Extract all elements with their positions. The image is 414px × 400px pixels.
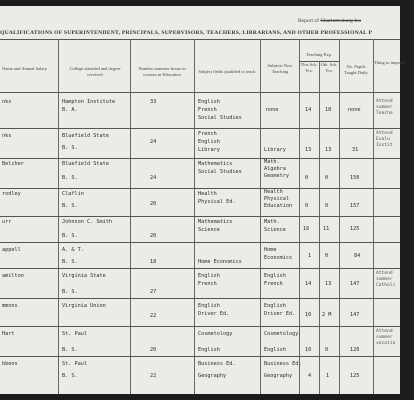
fields-cell (198, 190, 236, 205)
other-school-years: 11 (323, 226, 330, 232)
degree: B. A. (62, 107, 78, 113)
now-teaching-cell (264, 330, 299, 353)
now-teaching-cell (264, 218, 286, 233)
pupils-daily: 147 (350, 281, 360, 287)
now-teaching-1: Math. (264, 219, 280, 225)
degree: B. S. (62, 289, 78, 295)
this-school-years: 1 (308, 253, 312, 259)
other-school-years: 18 (325, 107, 332, 113)
now-teaching-2: Driver Ed. (264, 311, 296, 317)
now-teaching-1: English (264, 303, 286, 309)
pupils-daily: 125 (350, 226, 360, 232)
degree: B. S. (62, 347, 78, 353)
field-1: Health (198, 191, 217, 197)
college-cell (62, 272, 106, 295)
now-teaching-cell (264, 272, 286, 287)
improve-2: summer (376, 335, 393, 340)
now-teaching-cell (264, 188, 293, 209)
other-school-years: 13 (325, 147, 332, 153)
now-teaching-1: Home (264, 247, 277, 253)
title-rule (0, 39, 400, 40)
now-teaching-2: Library (264, 147, 286, 153)
improve-cell (376, 130, 393, 148)
exp-rule (299, 61, 339, 62)
field-2: Driver Ed. (198, 311, 230, 317)
col-header-hours: Number semester hours in courses in Education (138, 66, 186, 77)
other-school-years: 0 (325, 253, 329, 259)
col-header-pupils: No. Pupils Taught Daily (344, 64, 368, 75)
degree: B. S. (62, 175, 78, 181)
now-teaching-1: Business Ed. (264, 361, 302, 367)
fields-cell (198, 330, 233, 353)
staff-name: nks (2, 133, 12, 139)
fields-cell (198, 218, 233, 233)
staff-name: Hart (2, 331, 15, 337)
page-title: QUALIFICATIONS OF SUPERINTENDENT, PRINCIPALS, SUPERVISORS, TEACHERS, LIBRARIANS, AND OTHER PROFESSIONAL P (0, 30, 373, 36)
improve-3: Teache (376, 111, 393, 116)
field-1: French (198, 131, 217, 137)
field-2: English (198, 347, 220, 353)
header-rule (0, 92, 400, 93)
report-name: Charlottesburg Ins (320, 18, 361, 24)
pupils-daily: 125 (350, 373, 360, 379)
improve-2: Evalu (376, 137, 390, 142)
now-teaching-3: Education (264, 203, 293, 209)
now-teaching-3: Geometry (264, 173, 289, 179)
college-name: Virginia State (62, 273, 106, 279)
improve-cell (376, 328, 396, 346)
field-2: Geography (198, 373, 227, 379)
improve-2: summer (376, 277, 393, 282)
fields-cell (198, 302, 230, 317)
field-1: Mathematics (198, 161, 233, 167)
field-1: Business Ed. (198, 361, 236, 367)
college-cell (62, 302, 106, 310)
col-header-now-teaching: Subjects Now Teaching (267, 63, 293, 74)
college-name: Hampton Institute (62, 99, 116, 105)
document-sheet (0, 6, 406, 394)
table-row (0, 356, 400, 388)
this-school-years: 16 (303, 226, 310, 232)
pupils-daily: 150 (350, 175, 360, 181)
other-school-years: 0 (325, 175, 329, 181)
improve-cell (376, 98, 393, 116)
education-hours: 22 (150, 313, 157, 319)
pupils-daily: none (348, 107, 361, 113)
now-teaching-2: Physical (264, 196, 289, 202)
college-cell (62, 330, 87, 353)
fields-cell (198, 160, 242, 175)
this-school-years: 0 (305, 203, 309, 209)
degree: B. S. (62, 203, 78, 209)
col-header-oth-sch: Oth. Sch. Yrs. (320, 62, 338, 73)
now-teaching-1: Health (264, 189, 283, 195)
col-header-improve: Thing to improve (374, 60, 406, 65)
now-teaching-1: English (264, 273, 286, 279)
college-name: St. Paul (62, 331, 87, 337)
improve-cell (376, 270, 396, 288)
college-name: Virginia Union (62, 303, 106, 309)
field-2: French (198, 107, 217, 113)
college-name: Claflin (62, 191, 84, 197)
report-header (298, 18, 361, 24)
col-header-name: Name and Annual Salary (2, 66, 48, 71)
pupils-daily: 147 (350, 312, 360, 318)
college-cell (62, 132, 109, 151)
staff-name: appell (2, 247, 21, 253)
college-cell (62, 360, 87, 379)
field-1: English (198, 99, 220, 105)
field-2: Home Economics (198, 259, 242, 265)
now-teaching-1: none (266, 107, 279, 113)
staff-name: mmons (2, 303, 18, 309)
now-teaching-cell (264, 360, 302, 379)
improve-2: summer (376, 105, 393, 110)
field-1: English (198, 273, 220, 279)
education-hours: 20 (150, 233, 157, 239)
report-label: Report of (298, 18, 319, 24)
now-teaching-2: Science (264, 227, 286, 233)
now-teaching-2: Economics (264, 255, 293, 261)
improve-1: Attend (376, 329, 393, 334)
staff-name: rodley (2, 191, 21, 197)
education-hours: 24 (150, 175, 157, 181)
now-teaching-cell (264, 246, 293, 261)
degree: B. S. (62, 233, 78, 239)
pupils-daily: 157 (350, 203, 360, 209)
education-hours: 22 (150, 373, 157, 379)
degree: B. S. (62, 373, 78, 379)
col-header-exp: Teaching Exp. (306, 52, 332, 57)
college-cell (62, 160, 109, 181)
now-teaching-1: Math. (264, 159, 280, 165)
table-row (0, 268, 400, 300)
this-school-years: 4 (308, 373, 312, 379)
now-teaching-2: French (264, 281, 283, 287)
other-school-years: 0 (325, 347, 329, 353)
college-cell (62, 246, 84, 265)
col-header-college: College attended and degree received (69, 66, 121, 77)
field-3: Social Studies (198, 115, 242, 121)
this-school-years: 10 (305, 347, 312, 353)
fields-cell (198, 258, 242, 266)
other-school-years: 2 M (322, 312, 332, 318)
college-name: Bluefield State (62, 133, 109, 139)
this-school-years: 10 (305, 312, 312, 318)
other-school-years: 1 (326, 373, 330, 379)
other-school-years: 0 (325, 203, 329, 209)
improve-1: Attend (376, 271, 393, 276)
this-school-years: 13 (305, 147, 312, 153)
now-teaching-cell (264, 146, 286, 154)
college-cell (62, 218, 112, 239)
improve-3: Instit (376, 143, 393, 148)
pupils-daily: 31 (352, 147, 359, 153)
this-school-years: 14 (305, 281, 312, 287)
col-header-fields: Subject fields qualified to teach (198, 69, 256, 74)
field-2: Science (198, 227, 220, 233)
college-name: Johnson C. Smith (62, 219, 112, 225)
now-teaching-cell (264, 158, 289, 179)
improve-3: Catholi (376, 283, 396, 288)
other-school-years: 13 (325, 281, 332, 287)
now-teaching-2: English (264, 347, 286, 353)
now-teaching-cell (264, 302, 296, 317)
fields-cell (198, 130, 220, 153)
field-1: English (198, 303, 220, 309)
field-2: Social Studies (198, 169, 242, 175)
education-hours: 24 (150, 139, 157, 145)
field-1: Mathematics (198, 219, 233, 225)
staff-name: bbens (2, 361, 18, 367)
table-row (0, 158, 400, 190)
education-hours: 20 (150, 347, 157, 353)
now-teaching-2: Algebra (264, 166, 286, 172)
college-cell (62, 190, 84, 209)
fields-cell (198, 360, 236, 379)
table-row (0, 326, 400, 358)
college-cell (62, 98, 116, 113)
staff-name: urr (2, 219, 12, 225)
col-header-this-sch: This Sch. Yrs. (300, 62, 318, 73)
table-row (0, 96, 400, 128)
table-row (0, 128, 400, 160)
fields-cell (198, 272, 220, 287)
education-hours: 27 (150, 289, 157, 295)
improve-3: vocatio (376, 341, 396, 346)
education-hours: 18 (150, 259, 157, 265)
field-2: Physical Ed. (198, 199, 236, 205)
education-hours: 33 (150, 99, 157, 105)
staff-name: Belcher (2, 161, 24, 167)
improve-1: Attend (376, 131, 393, 136)
field-2: English (198, 139, 220, 145)
now-teaching-2: Geography (264, 373, 293, 379)
field-2: French (198, 281, 217, 287)
staff-name: amilton (2, 273, 24, 279)
education-hours: 20 (150, 201, 157, 207)
college-name: Bluefield State (62, 161, 109, 167)
fields-cell (198, 98, 242, 121)
improve-1: Attend (376, 99, 393, 104)
this-school-years: 14 (305, 107, 312, 113)
college-name: A. & T. (62, 247, 84, 253)
staff-name: nks (2, 99, 12, 105)
degree: B. S. (62, 259, 78, 265)
field-1: Cosmetology (198, 331, 233, 337)
college-name: St. Paul (62, 361, 87, 367)
field-3: Library (198, 147, 220, 153)
now-teaching-1: Cosmetology (264, 331, 299, 337)
now-teaching-cell (266, 106, 279, 114)
pupils-daily: 84 (354, 253, 361, 259)
degree: B. S. (62, 145, 78, 151)
pupils-daily: 120 (350, 347, 360, 353)
this-school-years: 0 (305, 175, 309, 181)
